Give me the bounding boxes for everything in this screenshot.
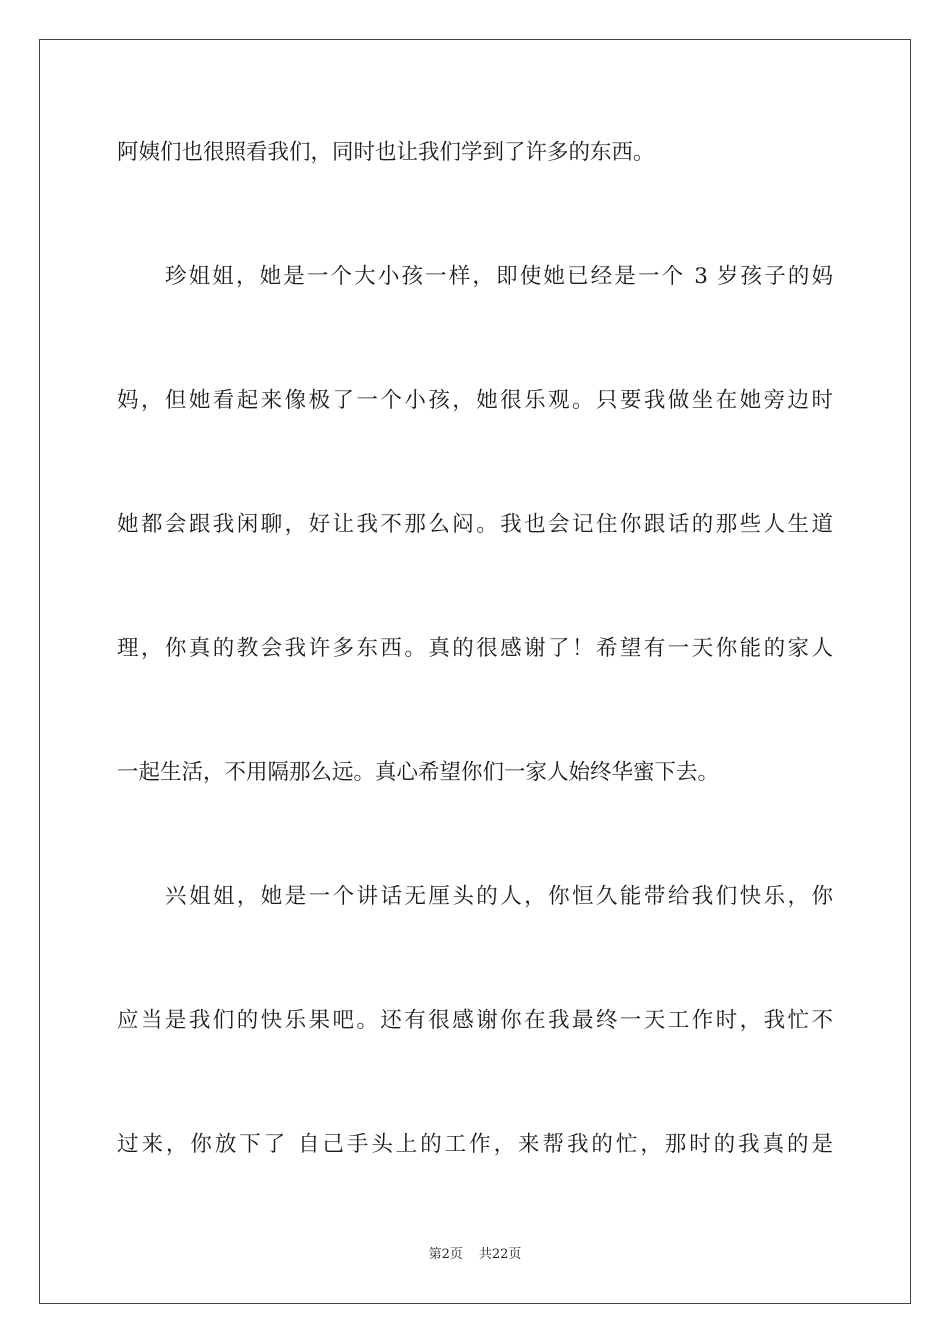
text-line: 应当是我们的快乐果吧。还有很感谢你在我最终一天工作时，我忙不 [117,1008,833,1033]
paragraph-first-line: 兴姐姐，她是一个讲话无厘头的人，你恒久能带给我们快乐，你 [165,884,833,909]
text-line: 阿姨们也很照看我们，同时也让我们学到了许多的东西。 [117,140,655,165]
text-line: 她都会跟我闲聊，好让我不那么闷。我也会记住你跟话的那些人生道 [117,512,833,537]
page-footer [0,1246,950,1264]
page-border [39,39,911,1304]
text-line: 一起生活，不用隔那么远。真心希望你们一家人始终华蜜下去。 [117,760,720,785]
text-line: 妈，但她看起来像极了一个小孩，她很乐观。只要我做坐在她旁边时 [117,388,833,413]
page-total: 共22页 [478,1247,522,1262]
paragraph-first-line: 珍姐姐，她是一个大小孩一样，即使她已经是一个 3 岁孩子的妈 [165,264,833,289]
text-line: 过来，你放下了 自己手头上的工作，来帮我的忙，那时的我真的是 [117,1132,833,1157]
page-number: 第2页 [428,1247,463,1262]
text-line: 理，你真的教会我许多东西。真的很感谢了！希望有一天你能的家人 [117,636,833,661]
